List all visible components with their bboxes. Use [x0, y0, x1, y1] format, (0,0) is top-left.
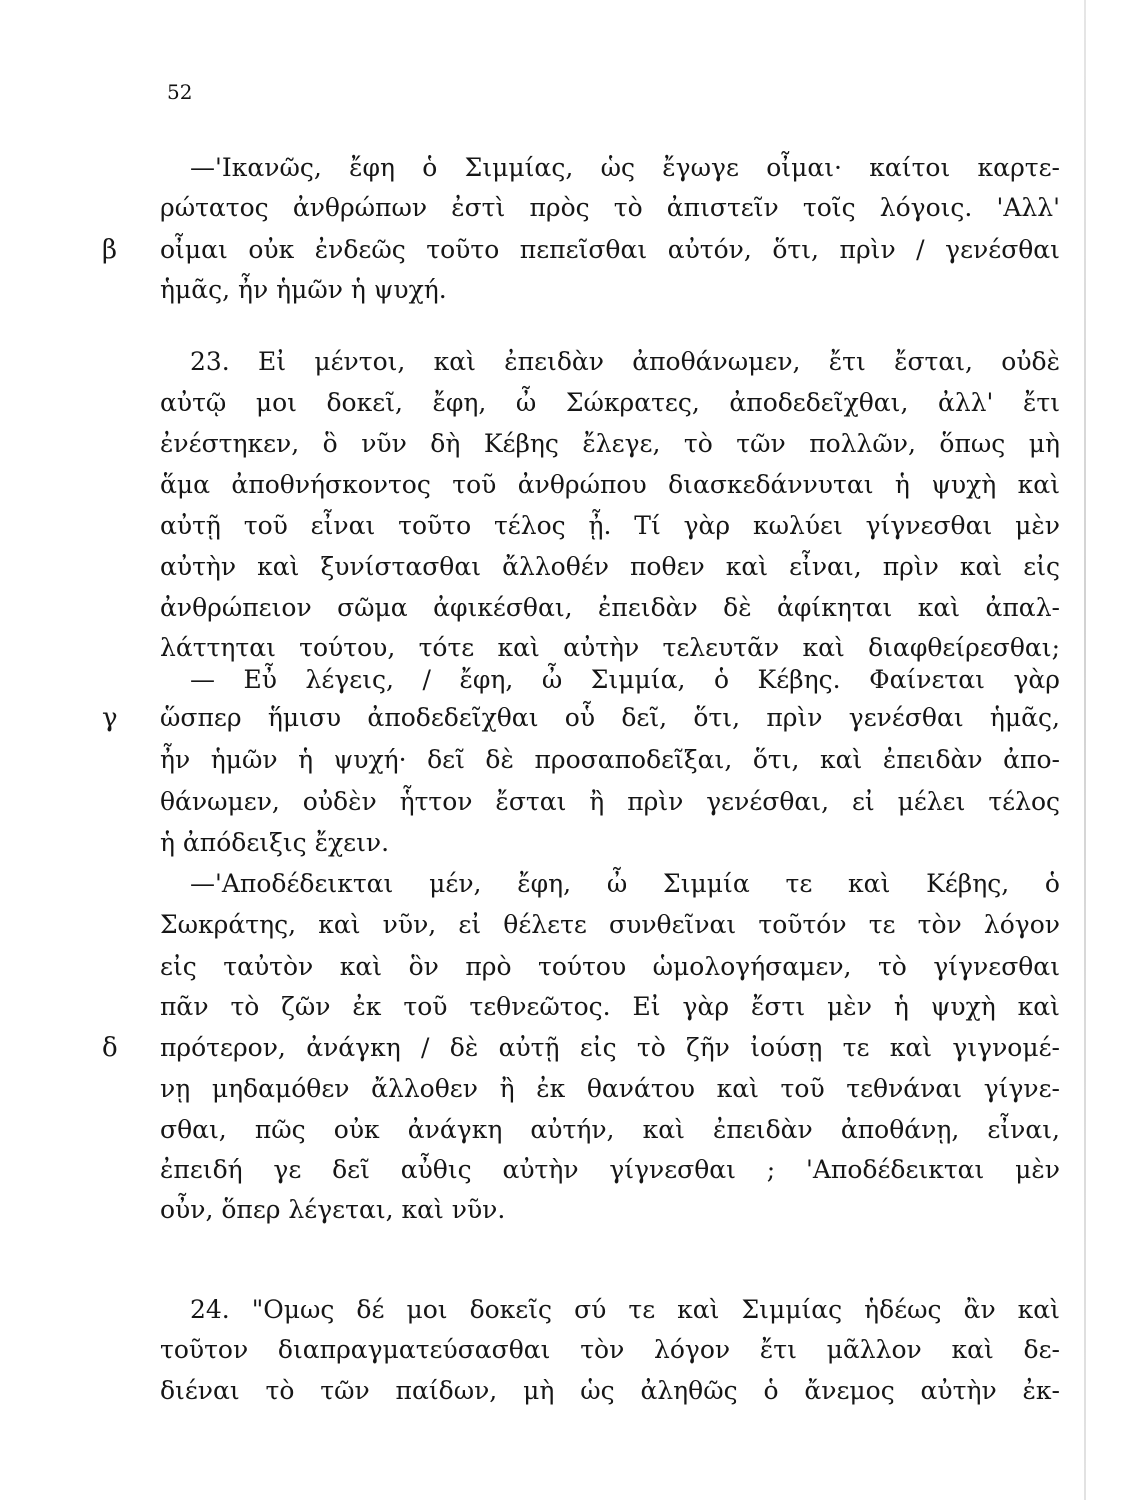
text-line: διέναι τὸ τῶν παίδων, μὴ ὡς ἀληθῶς ὁ ἄνεμος αὐτὴν ἐκ-: [160, 1376, 1060, 1405]
text-line: ἅμα ἀποθνήσκοντος τοῦ ἀνθρώπου διασκεδάννυται ἡ ψυχὴ καὶ: [160, 470, 1060, 499]
text-line: —'Ικανῶς, ἔφη ὁ Σιμμίας, ὡς ἔγωγε οἶμαι· καίτοι καρτε-: [190, 153, 1060, 182]
text-line: Σωκράτης, καὶ νῦν, εἰ θέλετε συνθεῖναι τοῦτόν τε τὸν λόγον: [160, 910, 1060, 939]
text-line: ἀνθρώπειον σῶμα ἀφικέσθαι, ἐπειδὰν δὲ ἀφίκηται καὶ ἀπαλ-: [160, 593, 1060, 622]
text-line: εἰς ταὐτὸν καὶ ὃν πρὸ τούτου ὡμολογήσαμεν, τὸ γίγνεσθαι: [160, 952, 1060, 981]
text-line: — Εὖ λέγεις, / ἔφη, ὦ Σιμμία, ὁ Κέβης. Φαίνεται γὰρ: [190, 665, 1060, 694]
text-line: ὥσπερ ἥμισυ ἀποδεδεῖχθαι οὗ δεῖ, ὅτι, πρὶν γενέσθαι ἡμᾶς,: [160, 703, 1060, 732]
margin-letter-delta: δ: [102, 1033, 118, 1063]
text-line: ἡμᾶς, ἦν ἡμῶν ἡ ψυχή.: [160, 275, 447, 304]
text-line: τοῦτον διαπραγματεύσασθαι τὸν λόγον ἔτι μᾶλλον καὶ δε-: [160, 1335, 1060, 1364]
text-line: λάττηται τούτου, τότε καὶ αὐτὴν τελευτᾶν καὶ διαφθείρεσθαι;: [160, 633, 1060, 662]
text-line: οὖν, ὅπερ λέγεται, καὶ νῦν.: [160, 1195, 506, 1224]
page-number: 52: [167, 80, 193, 104]
margin-letter-gamma: γ: [102, 703, 118, 733]
text-line: πᾶν τὸ ζῶν ἐκ τοῦ τεθνεῶτος. Εἰ γὰρ ἔστι μὲν ἡ ψυχὴ καὶ: [160, 992, 1060, 1021]
text-line: ἐπειδή γε δεῖ αὖθις αὐτὴν γίγνεσθαι ; 'Αποδέδεικται μὲν: [160, 1155, 1060, 1184]
text-line: αὐτῷ μοι δοκεῖ, ἔφη, ὦ Σώκρατες, ἀποδεδεῖχθαι, ἀλλ' ἔτι: [160, 388, 1060, 417]
text-line: νῃ μηδαμόθεν ἄλλοθεν ἢ ἐκ θανάτου καὶ τοῦ τεθνάναι γίγνε-: [160, 1074, 1060, 1103]
text-line: πρότερον, ἀνάγκη / δὲ αὐτῇ εἰς τὸ ζῆν ἰούσῃ τε καὶ γιγνομέ-: [160, 1033, 1060, 1062]
text-line: αὐτῇ τοῦ εἶναι τοῦτο τέλος ᾖ. Τί γὰρ κωλύει γίγνεσθαι μὲν: [160, 511, 1060, 540]
text-line: —'Αποδέδεικται μέν, ἔφη, ὦ Σιμμία τε καὶ Κέβης, ὁ: [190, 869, 1060, 898]
text-line: σθαι, πῶς οὐκ ἀνάγκη αὐτήν, καὶ ἐπειδὰν ἀποθάνῃ, εἶναι,: [160, 1115, 1060, 1144]
text-line: 24. "Ομως δέ μοι δοκεῖς σύ τε καὶ Σιμμίας ἡδέως ἂν καὶ: [190, 1295, 1060, 1324]
margin-letter-beta: β: [102, 235, 118, 265]
text-line: ἡ ἀπόδειξις ἔχειν.: [160, 828, 390, 857]
text-line: 23. Εἰ μέντοι, καὶ ἐπειδὰν ἀποθάνωμεν, ἔτι ἔσται, οὐδὲ: [190, 347, 1060, 376]
text-line: ἐνέστηκεν, ὃ νῦν δὴ Κέβης ἔλεγε, τὸ τῶν πολλῶν, ὅπως μὴ: [160, 429, 1060, 458]
text-line: ρώτατος ἀνθρώπων ἐστὶ πρὸς τὸ ἀπιστεῖν τοῖς λόγοις. 'Αλλ': [160, 193, 1060, 222]
text-line: θάνωμεν, οὐδὲν ἧττον ἔσται ἢ πρὶν γενέσθαι, εἰ μέλει τέλος: [160, 787, 1060, 816]
text-line: αὐτὴν καὶ ξυνίστασθαι ἄλλοθέν ποθεν καὶ εἶναι, πρὶν καὶ εἰς: [160, 552, 1060, 581]
text-line: οἶμαι οὐκ ἐνδεῶς τοῦτο πεπεῖσθαι αὐτόν, ὅτι, πρὶν / γενέσθαι: [160, 235, 1060, 264]
text-line: ἦν ἡμῶν ἡ ψυχή· δεῖ δὲ προσαποδεῖξαι, ὅτι, καὶ ἐπειδὰν ἀπο-: [160, 745, 1060, 774]
